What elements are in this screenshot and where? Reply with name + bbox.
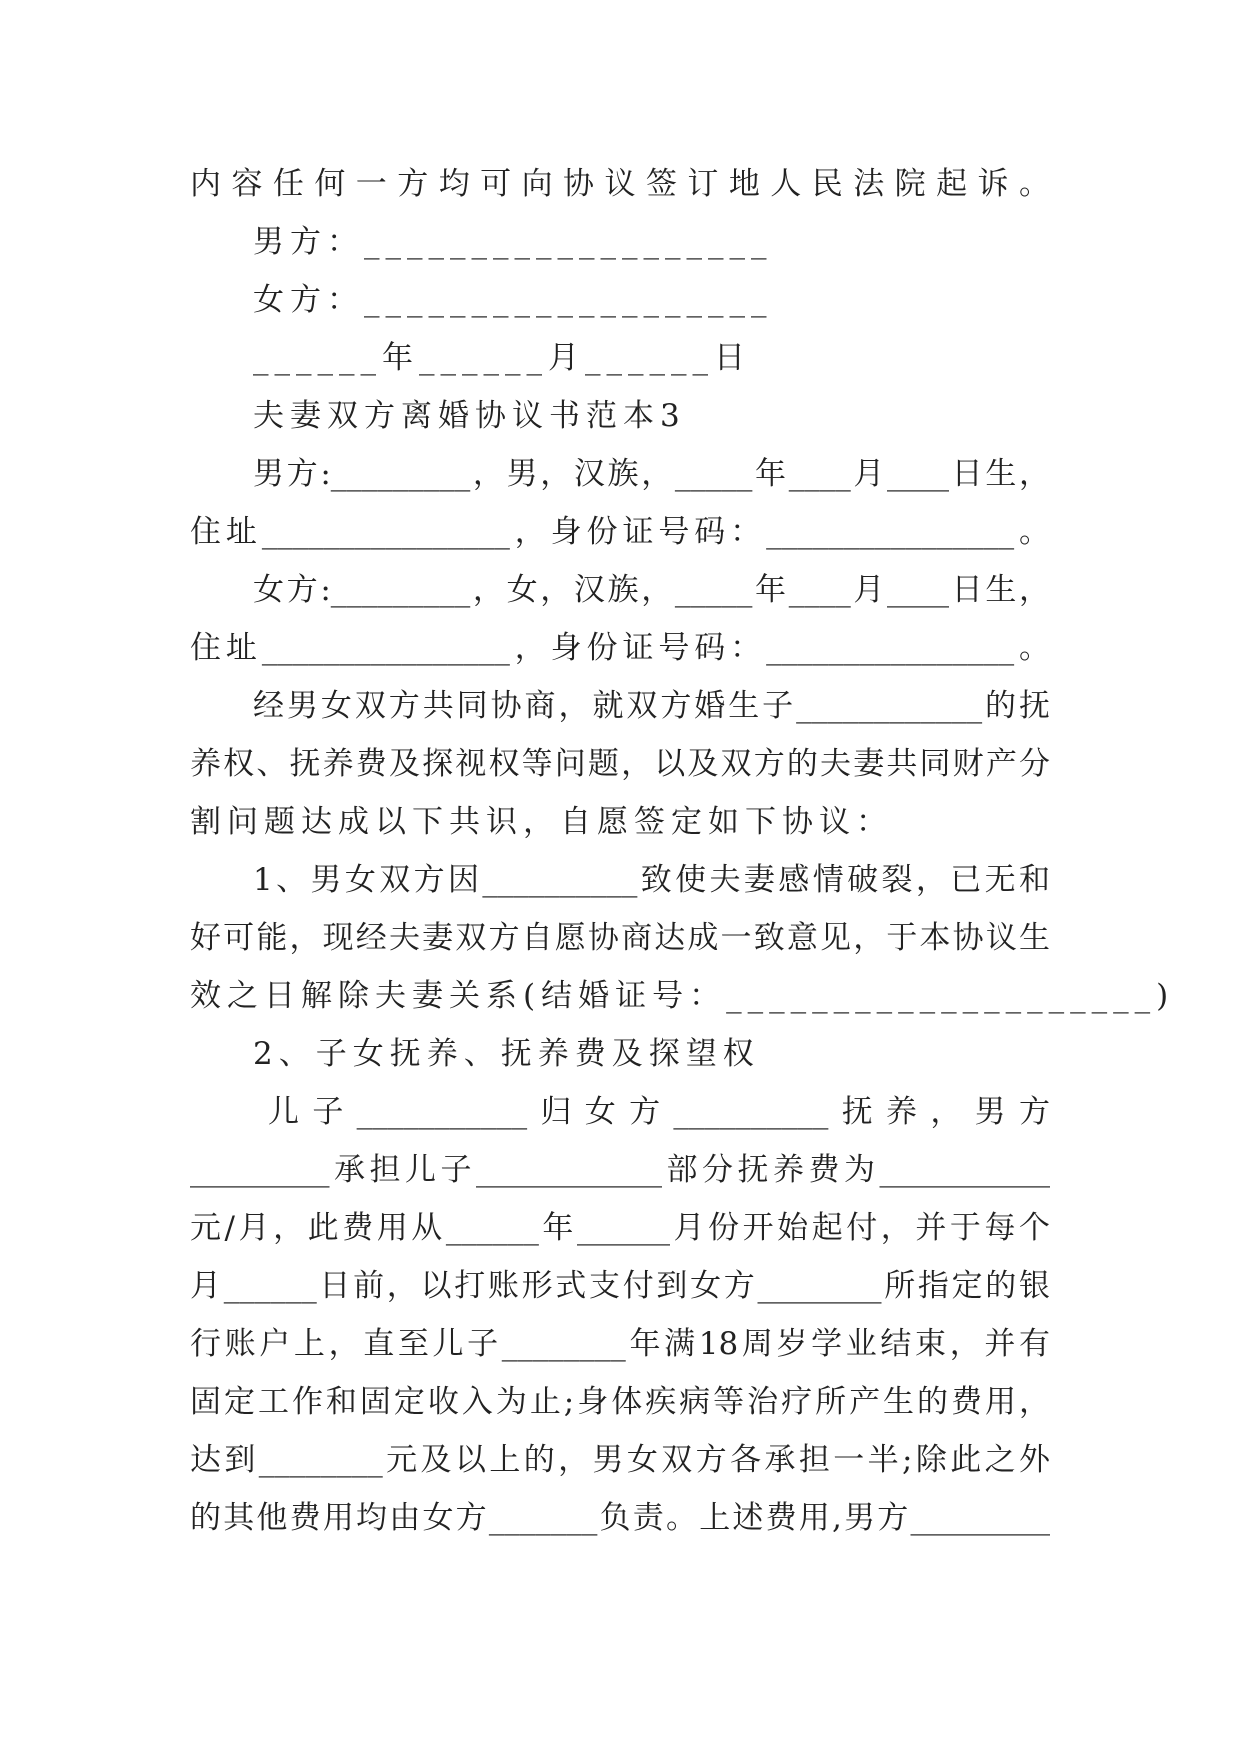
text-line: 经男女双方共同协商，就双方婚生子____________的抚 bbox=[253, 688, 1050, 724]
text-line: 固定工作和固定收入为止;身体疾病等治疗所产生的费用， bbox=[190, 1384, 1050, 1420]
text-line: 行账户上，直至儿子________年满18周岁学业结束，并有 bbox=[190, 1326, 1050, 1362]
female-signature-line: 女方：___________________ bbox=[253, 282, 773, 318]
text-line: 儿子___________归女方__________抚养，男方 bbox=[268, 1094, 1050, 1130]
section-heading: 2、子女抚养、抚养费及探望权 bbox=[253, 1036, 760, 1072]
text-line: 住址________________，身份证号码：________________。 bbox=[190, 514, 1050, 550]
section-title: 夫妻双方离婚协议书范本3 bbox=[253, 398, 686, 434]
text-line: 割问题达成以下共识，自愿签定如下协议： bbox=[190, 804, 893, 840]
text-line: _________承担儿子____________部分抚养费为___________ bbox=[190, 1152, 1050, 1188]
text-line: 月______日前，以打账形式支付到女方________所指定的银 bbox=[190, 1268, 1050, 1304]
text-line: 1、男女双方因__________致使夫妻感情破裂，已无和 bbox=[253, 862, 1050, 898]
text-line: 好可能，现经夫妻双方自愿协商达成一致意见，于本协议生 bbox=[190, 920, 1050, 956]
text-line: 女方:_________，女，汉族，_____年____月____日生， bbox=[253, 572, 1050, 608]
text-line: 达到________元及以上的，男女双方各承担一半;除此之外 bbox=[190, 1442, 1050, 1478]
text-line: 内容任何一方均可向协议签订地人民法院起诉。 bbox=[190, 166, 1050, 202]
date-line: ______年______月______日 bbox=[253, 340, 751, 376]
text-line: 住址________________，身份证号码：________________。 bbox=[190, 630, 1050, 666]
male-signature-line: 男方：___________________ bbox=[253, 224, 773, 260]
text-line: 男方:_________，男，汉族，_____年____月____日生， bbox=[253, 456, 1050, 492]
text-line: 元/月，此费用从______年______月份开始起付，并于每个 bbox=[190, 1210, 1050, 1246]
text-line: 养权、抚养费及探视权等问题，以及双方的夫妻共同财产分 bbox=[190, 746, 1050, 782]
text-line: 的其他费用均由女方_______负责。上述费用,男方_________ bbox=[190, 1500, 1050, 1536]
text-line: 效之日解除夫妻关系(结婚证号：____________________) bbox=[190, 978, 1175, 1014]
